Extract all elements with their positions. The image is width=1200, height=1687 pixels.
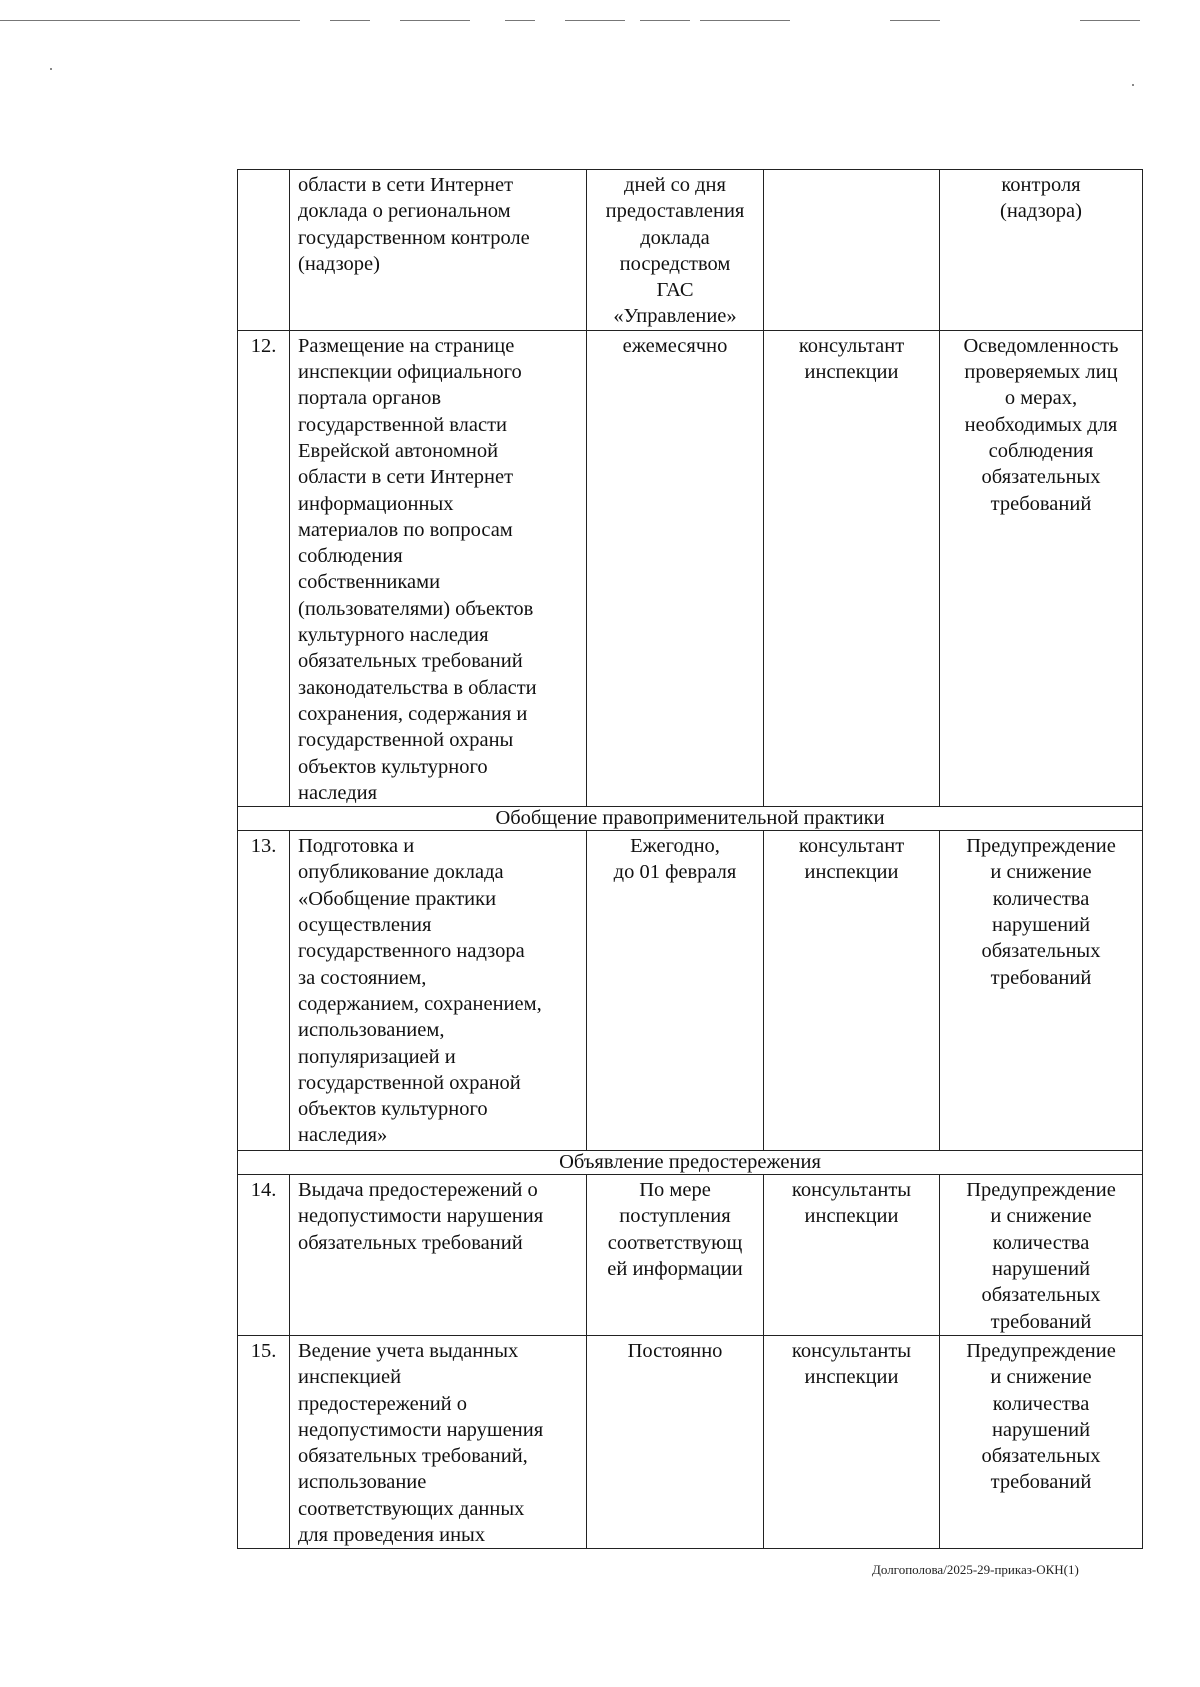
deadline-cell-text: ежемесячно — [622, 334, 728, 357]
deadline-cell — [587, 170, 764, 331]
row-number-text: 12. — [250, 334, 277, 357]
event-cell — [290, 170, 587, 331]
table-row — [238, 330, 1143, 806]
scan-edge-marks — [0, 18, 1200, 24]
event-cell — [290, 831, 587, 1151]
result-cell-text: контроля (надзора) — [1000, 174, 1082, 223]
responsible-cell — [764, 1175, 940, 1336]
table-row — [238, 170, 1143, 331]
event-cell-text: Размещение на странице инспекции официального портала органов государственной власти Еврейской автономной области в сети Интернет информационных материалов по вопросам соблюдения собственниками (пользователями) объектов культурного наследия обязательных требований законодательства в области сохранения, содержания и государственной охраны объектов культурного наследия — [298, 334, 537, 804]
responsible-cell — [764, 1335, 940, 1548]
result-cell — [940, 1175, 1143, 1336]
deadline-cell-text: Постоянно — [627, 1339, 723, 1362]
event-cell-text: Ведение учета выданных инспекцией предостережений о недопустимости нарушения обязательных требований, использование соответствующих данных для проведения иных — [298, 1339, 544, 1546]
responsible-cell — [764, 831, 940, 1151]
table-row — [238, 831, 1143, 1151]
responsible-cell-text: консультанты инспекции — [791, 1179, 912, 1228]
deadline-cell — [587, 831, 764, 1151]
result-cell — [940, 330, 1143, 806]
deadline-cell-text: дней со дня предоставления доклада посредством ГАС «Управление» — [605, 174, 745, 328]
row-number — [238, 831, 290, 1151]
result-cell — [940, 831, 1143, 1151]
row-number — [238, 1335, 290, 1548]
event-cell-text: Выдача предостережений о недопустимости нарушения обязательных требований — [298, 1179, 544, 1254]
table-body — [238, 170, 1143, 1549]
table-row — [238, 1175, 1143, 1336]
deadline-cell — [587, 1335, 764, 1548]
deadline-cell-text: По мере поступления соответствующ ей информации — [607, 1179, 743, 1281]
responsible-cell — [764, 330, 940, 806]
deadline-cell — [587, 1175, 764, 1336]
row-number — [238, 330, 290, 806]
event-cell — [290, 1335, 587, 1548]
scan-speck — [50, 68, 52, 70]
result-cell-text: Предупреждение и снижение количества нарушений обязательных требований — [966, 835, 1116, 989]
deadline-cell-text: Ежегодно, до 01 февраля — [613, 835, 737, 884]
measures-table — [237, 169, 1143, 1549]
row-number-text: 14. — [250, 1179, 277, 1202]
result-cell — [940, 170, 1143, 331]
section-title: Обобщение правоприменительной практики — [238, 807, 1143, 831]
row-number-text: 13. — [250, 835, 277, 858]
event-cell — [290, 1175, 587, 1336]
responsible-cell-text: консультанты инспекции — [791, 1339, 912, 1389]
deadline-cell — [587, 330, 764, 806]
row-number-text: 15. — [250, 1339, 277, 1362]
event-cell-text: Подготовка и опубликование доклада «Обобщение практики осуществления государственного надзора за состоянием, содержанием, сохранением, использованием, популяризацией и государственной охраной объектов культурного наследия» — [298, 835, 542, 1147]
row-number — [238, 1175, 290, 1336]
result-cell — [940, 1335, 1143, 1548]
section-header-row — [238, 1151, 1143, 1175]
result-cell-text: Предупреждение и снижение количества нарушений обязательных требований — [966, 1179, 1116, 1333]
section-title: Объявление предостережения — [238, 1151, 1143, 1175]
scan-speck — [1132, 84, 1134, 86]
responsible-cell-text: консультант инспекции — [798, 835, 905, 884]
event-cell — [290, 330, 587, 806]
result-cell-text: Предупреждение и снижение количества нарушений обязательных требований — [966, 1339, 1116, 1494]
event-cell-text: области в сети Интернет доклада о региональном государственном контроле (надзоре) — [298, 174, 530, 275]
responsible-cell-text: консультант инспекции — [798, 334, 905, 384]
table-row — [238, 1335, 1143, 1548]
responsible-cell — [764, 170, 940, 331]
result-cell-text: Осведомленность проверяемых лиц о мерах, необходимых для соблюдения обязательных требований — [963, 334, 1119, 515]
section-header-row — [238, 807, 1143, 831]
row-number — [238, 170, 290, 331]
document-reference: Долгополова/2025-29-приказ-ОКН(1) — [872, 1562, 1079, 1577]
